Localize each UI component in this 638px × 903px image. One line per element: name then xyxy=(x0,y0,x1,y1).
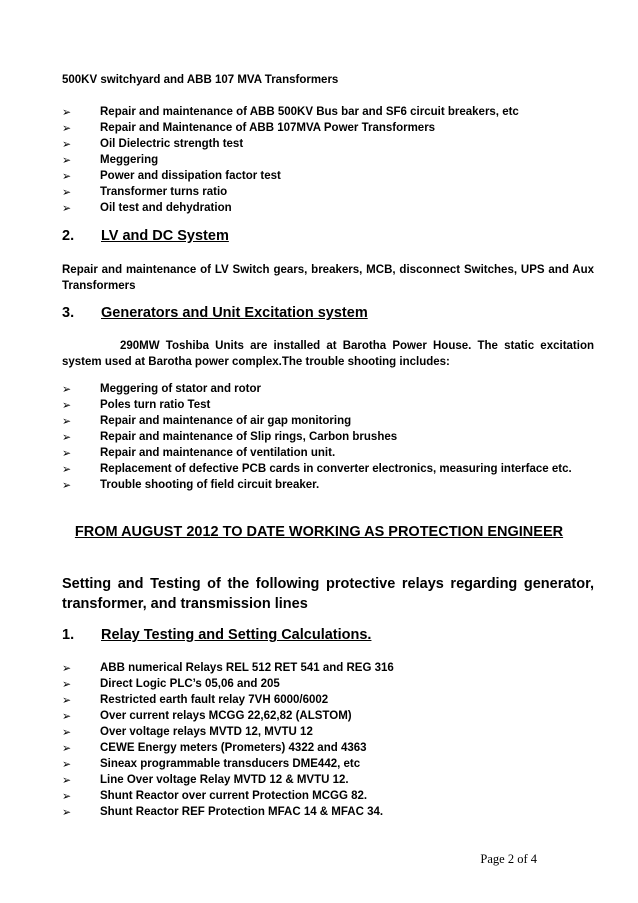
intro-title: 500KV switchyard and ABB 107 MVA Transformers xyxy=(62,74,339,86)
arrow-bullet-icon: ➢ xyxy=(62,741,72,755)
arrow-bullet-icon: ➢ xyxy=(62,757,72,771)
arrow-bullet-icon: ➢ xyxy=(62,398,72,412)
settings-paragraph: Setting and Testing of the following protective relays regarding generator, transformer, and transmission lines xyxy=(62,576,594,612)
arrow-bullet-icon: ➢ xyxy=(62,661,72,675)
arrow-bullet-icon: ➢ xyxy=(62,430,72,444)
arrow-bullet-icon: ➢ xyxy=(62,382,72,396)
arrow-bullet-icon: ➢ xyxy=(62,121,72,135)
section-number: 2. xyxy=(62,228,75,244)
arrow-bullet-icon: ➢ xyxy=(62,478,72,492)
arrow-bullet-icon: ➢ xyxy=(62,709,72,723)
section-title-generators: Generators and Unit Excitation system xyxy=(101,305,368,321)
arrow-bullet-icon: ➢ xyxy=(62,201,72,215)
arrow-bullet-icon: ➢ xyxy=(62,137,72,151)
arrow-bullet-icon: ➢ xyxy=(62,105,72,119)
page-number: Page 2 of 4 xyxy=(480,852,537,866)
arrow-bullet-icon: ➢ xyxy=(62,805,72,819)
section-title-relay-testing: Relay Testing and Setting Calculations. xyxy=(101,627,372,643)
employment-heading: FROM AUGUST 2012 TO DATE WORKING AS PROTECTION ENGINEER xyxy=(74,524,564,540)
arrow-bullet-icon: ➢ xyxy=(62,693,72,707)
section-title-lv-dc: LV and DC System xyxy=(101,228,229,244)
arrow-bullet-icon: ➢ xyxy=(62,169,72,183)
arrow-bullet-icon: ➢ xyxy=(62,677,72,691)
arrow-bullet-icon: ➢ xyxy=(62,414,72,428)
arrow-bullet-icon: ➢ xyxy=(62,789,72,803)
section-paragraph: Repair and maintenance of LV Switch gears, breakers, MCB, disconnect Switches, UPS and Aux Transformers xyxy=(62,264,594,292)
arrow-bullet-icon: ➢ xyxy=(62,725,72,739)
section-number: 1. xyxy=(62,627,75,643)
arrow-bullet-icon: ➢ xyxy=(62,153,72,167)
arrow-bullet-icon: ➢ xyxy=(62,462,72,476)
section-paragraph: 290MW Toshiba Units are installed at Barotha Power House. The static excitation system used at Barotha power complex.The trouble shooting includes: xyxy=(62,340,594,368)
arrow-bullet-icon: ➢ xyxy=(62,446,72,460)
section-number: 3. xyxy=(62,305,75,321)
arrow-bullet-icon: ➢ xyxy=(62,773,72,787)
arrow-bullet-icon: ➢ xyxy=(62,185,72,199)
